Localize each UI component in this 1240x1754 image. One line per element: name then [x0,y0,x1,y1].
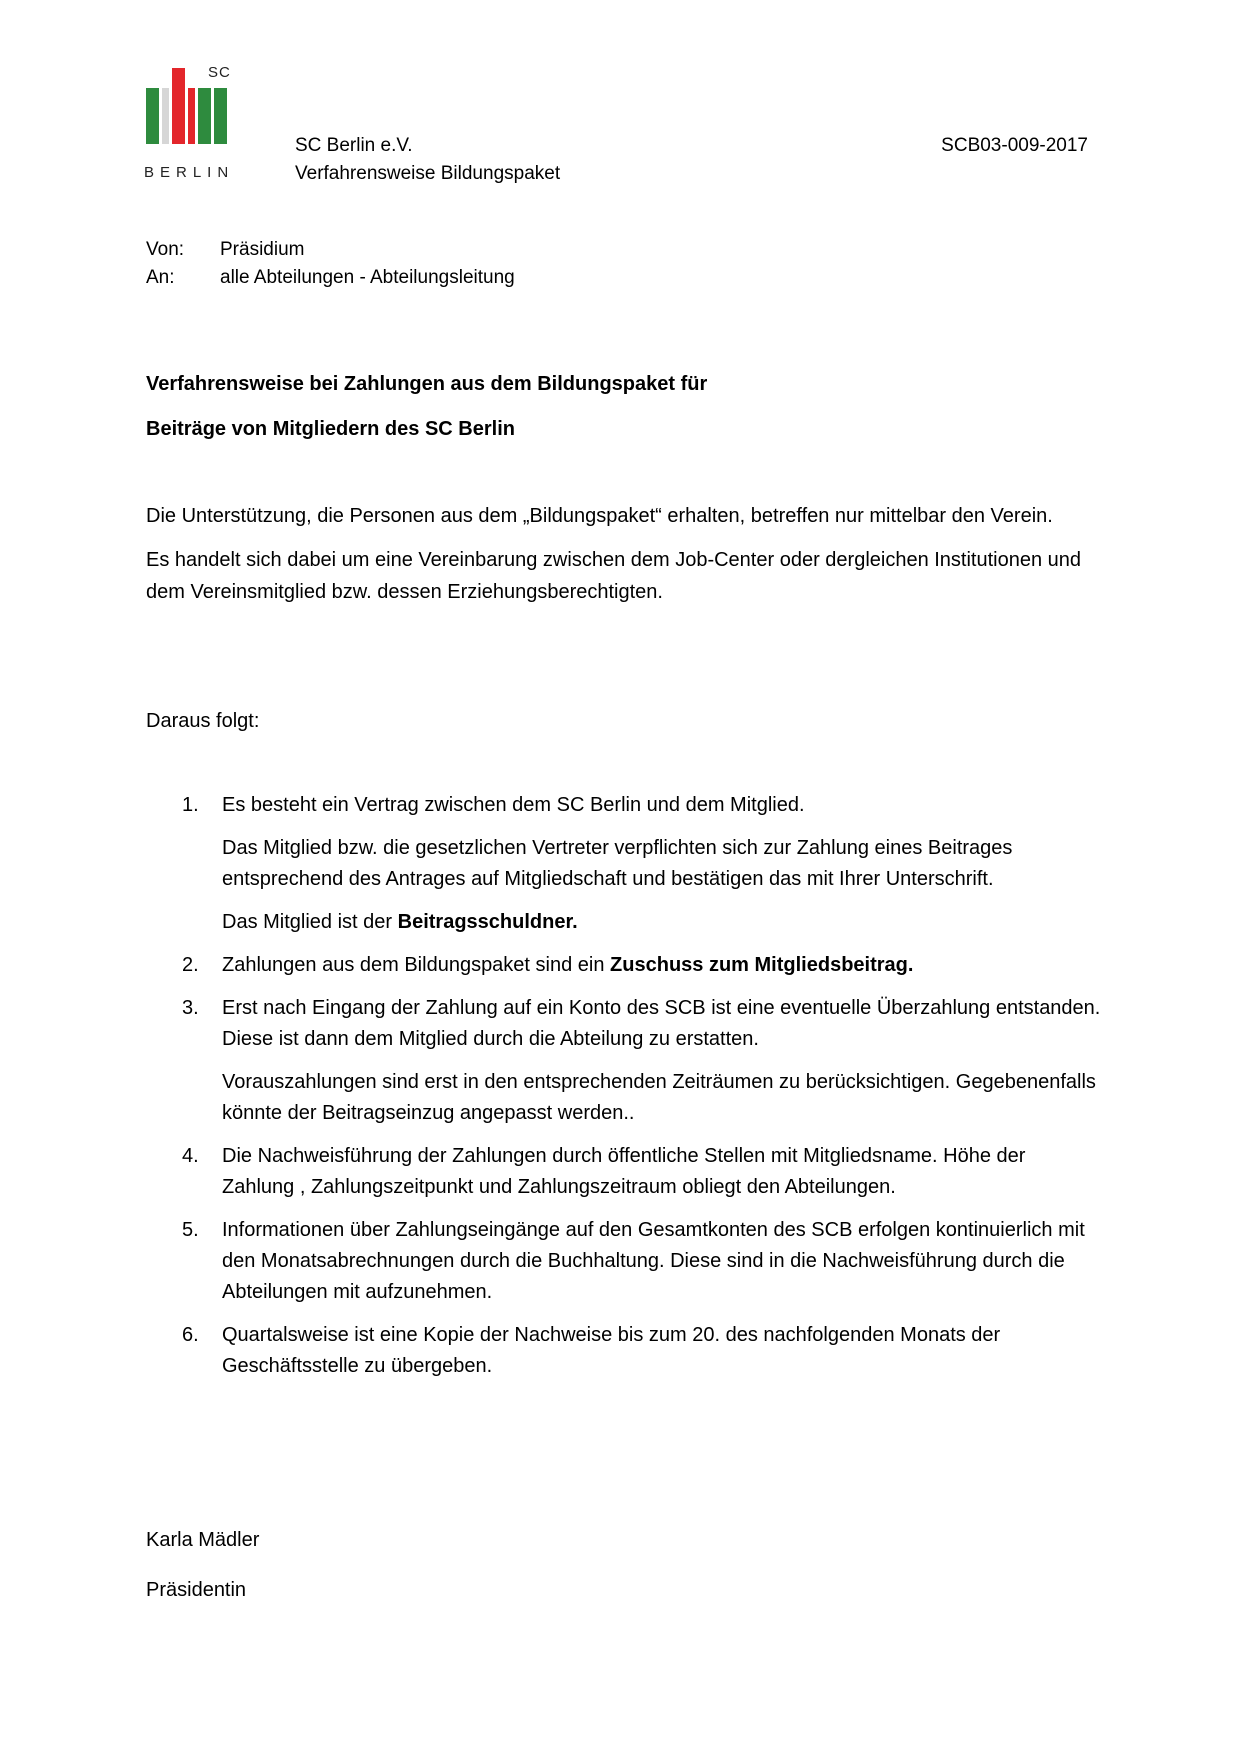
body-paragraph-2: Es handelt sich dabei um eine Vereinbarung zwischen dem Job-Center oder dergleichen Institutionen und dem Vereinsmitglied bzw. dessen Erziehungsberechtigten. [146,549,1082,603]
logo-bar-red-short [188,88,195,144]
numbered-list [182,790,1102,1394]
conclusion-label: Daraus folgt: [146,710,260,732]
signatory-role: Präsidentin [146,1579,247,1601]
from-value: Präsidium [220,239,305,260]
logo-bar-grey [162,88,169,144]
list-item-3-para-1: Erst nach Eingang der Zahlung auf ein Konto des SCB ist eine eventuelle Überzahlung entstanden. Diese ist dann dem Mitglied durch die Abteilung zu erstatten. [222,997,1101,1050]
list-item-content [222,1320,1102,1382]
list-item-1-para-2: Das Mitglied bzw. die gesetzlichen Vertreter verpflichten sich zur Zahlung eines Beitrages entsprechend des Antrages auf Mitgliedschaft und bestätigen das mit Ihrer Unterschrift. [222,837,1013,890]
list-item [182,1320,1102,1382]
logo-bar-red-tall [172,68,185,144]
from-row [146,236,515,264]
sc-berlin-logo [144,64,240,184]
org-name: SC Berlin e.V. [295,135,413,156]
list-item-4-text: Die Nachweisführung der Zahlungen durch öffentliche Stellen mit Mitgliedsname. Höhe der Zahlung , Zahlungszeitpunkt und Zahlungszeitraum obliegt den Abteilungen. [222,1145,1026,1198]
logo-bar-green-mid [198,88,211,144]
logo-bar-green-right [214,88,227,144]
list-item-content [222,790,1102,938]
list-item-1-bold-term: Beitragsschuldner. [397,911,578,933]
address-block [146,236,515,292]
header-org-block [295,132,560,188]
list-item [182,1215,1102,1308]
to-row [146,264,515,292]
logo-sc-text: SC [208,64,231,81]
list-item-content [222,1215,1102,1308]
signatory-name: Karla Mädler [146,1529,260,1551]
list-item-1-para-1: Es besteht ein Vertrag zwischen dem SC Berlin und dem Mitglied. [222,794,805,816]
list-item-2-text: Zahlungen aus dem Bildungspaket sind ein [222,954,611,976]
body-text [146,500,1101,620]
title-line-2: Beiträge von Mitgliedern des SC Berlin [146,418,515,440]
list-item-content [222,1141,1102,1203]
logo-bar-green-left [146,88,159,144]
from-label: Von: [146,239,185,260]
list-item-6-text: Quartalsweise ist eine Kopie der Nachweise bis zum 20. des nachfolgenden Monats der Geschäftsstelle zu übergeben. [222,1324,1001,1377]
document-reference: SCB03-009-2017 [941,135,1088,156]
list-item-2-para [222,950,1102,981]
list-item [182,993,1102,1129]
list-item-2-bold-term: Zuschuss zum Mitgliedsbeitrag. [610,954,914,976]
list-item [182,790,1102,938]
to-value: alle Abteilungen - Abteilungsleitung [220,267,515,288]
list-number: 2. [182,954,199,976]
title-line-1: Verfahrensweise bei Zahlungen aus dem Bildungspaket für [146,373,708,395]
list-item [182,950,1102,981]
logo-berlin-text: BERLIN [144,164,235,181]
list-number: 1. [182,794,199,816]
list-item-1-para-3-text: Das Mitglied ist der [222,911,398,933]
list-item-1-para-3 [222,907,1102,938]
list-number: 4. [182,1145,199,1167]
body-paragraph-1: Die Unterstützung, die Personen aus dem „Bildungspaket“ erhalten, betreffen nur mittelbar den Verein. [146,505,1053,527]
document-subject: Verfahrensweise Bildungspaket [295,163,561,184]
list-item-content [222,993,1102,1129]
list-item-5-text: Informationen über Zahlungseingänge auf den Gesamtkonten des SCB erfolgen kontinuierlich mit den Monatsabrechnungen durch die Buchhaltung. Diese sind in die Nachweisführung durch die Abteilungen mit aufzunehmen. [222,1219,1085,1303]
list-number: 3. [182,997,199,1019]
list-number: 6. [182,1324,199,1346]
list-item-content [222,950,1102,981]
list-number: 5. [182,1219,199,1241]
document-title [146,362,707,452]
list-item [182,1141,1102,1203]
to-label: An: [146,267,175,288]
signature-block [146,1515,259,1615]
list-item-3-para-2: Vorauszahlungen sind erst in den entsprechenden Zeiträumen zu berücksichtigen. Gegebenenfalls könnte der Beitragseinzug angepasst werden.. [222,1071,1096,1124]
